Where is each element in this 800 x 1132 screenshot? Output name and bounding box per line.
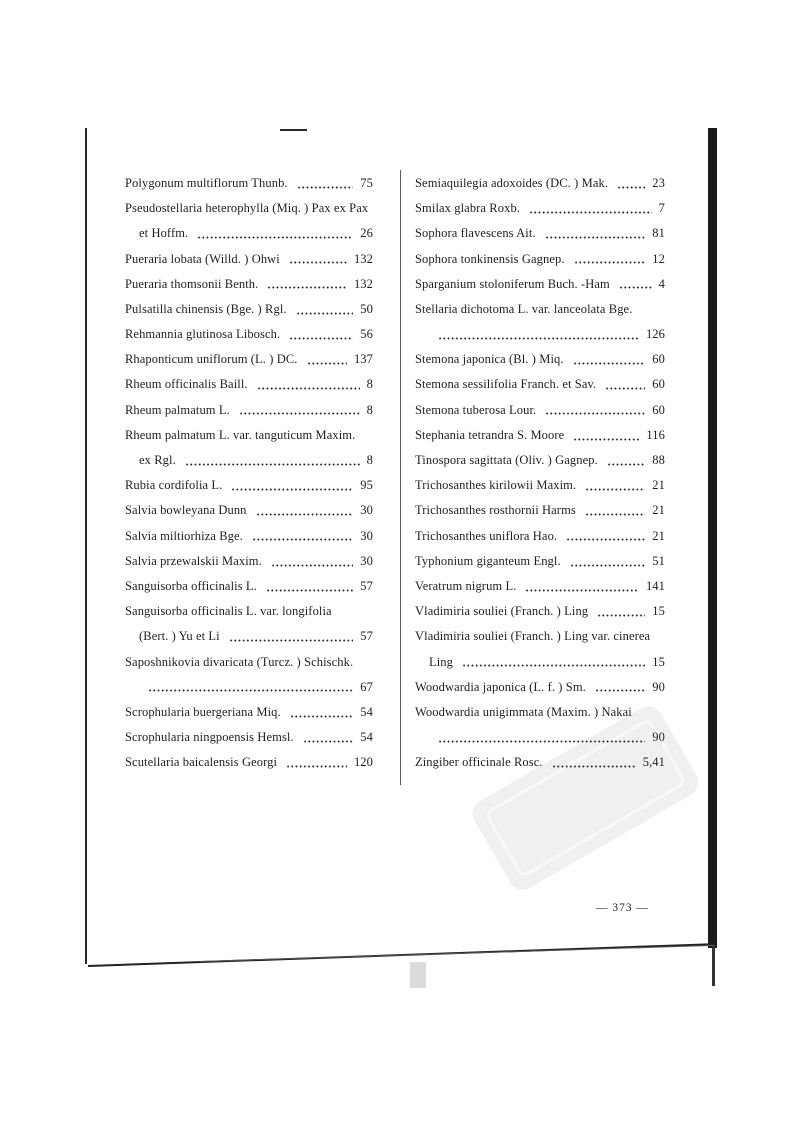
dot-leader [286, 765, 347, 768]
dot-leader [585, 513, 645, 516]
page-reference: 21 [652, 528, 665, 543]
page-reference: 56 [360, 327, 373, 342]
entry-line [125, 650, 373, 675]
species-name: Rehmannia glutinosa Libosch. [125, 327, 281, 342]
index-entry [415, 524, 665, 549]
page-number: — 373 — [596, 902, 649, 914]
entry-line [415, 196, 665, 221]
entry-line [125, 700, 373, 725]
index-entry [125, 347, 373, 372]
page-reference: 30 [360, 553, 373, 568]
species-name: Smilax glabra Roxb. [415, 201, 521, 216]
dot-leader [197, 236, 353, 239]
page-reference: 5,41 [642, 755, 665, 770]
entry-line [125, 171, 373, 196]
page-reference: 23 [652, 175, 665, 190]
entry-line [415, 423, 665, 448]
dot-leader [570, 564, 646, 567]
dot-leader [573, 438, 639, 441]
page-reference: 60 [652, 377, 665, 392]
entry-line [415, 574, 665, 599]
index-entry [125, 599, 373, 649]
page-reference: 81 [652, 226, 665, 241]
page-reference: 50 [360, 301, 373, 316]
dot-leader [271, 564, 353, 567]
dot-leader [607, 463, 645, 466]
species-name: Pueraria lobata (Willd. ) Ohwi [125, 251, 280, 266]
dot-leader [289, 261, 347, 264]
index-entry [415, 347, 665, 372]
entry-line [125, 347, 373, 372]
species-name: Pulsatilla chinensis (Bge. ) Rgl. [125, 301, 287, 316]
dot-leader [438, 337, 639, 340]
page-reference: 126 [645, 327, 665, 342]
page-reference: 67 [360, 679, 373, 694]
entry-line [415, 297, 665, 322]
dot-leader [566, 538, 645, 541]
page-reference: 120 [353, 755, 373, 770]
entry-line [415, 549, 665, 574]
entry-line [125, 574, 373, 599]
species-name: Woodwardia unigimmata (Maxim. ) Nakai [415, 704, 632, 719]
species-name: Trichosanthes kirilowii Maxim. [415, 478, 577, 493]
dot-leader [229, 639, 354, 642]
index-entry [415, 574, 665, 599]
dot-leader [462, 664, 645, 667]
page-reference: 15 [652, 604, 665, 619]
species-name: Salvia bowleyana Dunn [125, 503, 247, 518]
dot-leader [267, 286, 347, 289]
entry-continuation-line [125, 624, 373, 649]
scan-top-mark [280, 129, 307, 131]
index-entry [415, 398, 665, 423]
species-name: Ling [429, 654, 454, 669]
entry-line [415, 373, 665, 398]
page-reference: 21 [652, 478, 665, 493]
entry-line [125, 549, 373, 574]
page-reference: 12 [652, 251, 665, 266]
entry-continuation-line [415, 725, 665, 750]
index-entry [125, 373, 373, 398]
species-name: Stephania tetrandra S. Moore [415, 427, 565, 442]
species-name: Sanguisorba officinalis L. [125, 578, 257, 593]
scan-smudge [410, 962, 426, 988]
species-name: Scrophularia buergeriana Miq. [125, 704, 281, 719]
dot-leader [585, 488, 645, 491]
entry-line [415, 624, 665, 649]
index-column-left [125, 171, 373, 776]
dot-leader [289, 337, 353, 340]
index-entry [125, 725, 373, 750]
page-reference: 60 [652, 352, 665, 367]
dot-leader [256, 513, 354, 516]
entry-line [415, 498, 665, 523]
page-reference: 60 [652, 402, 665, 417]
index-entry [125, 700, 373, 725]
scan-right-edge-bar [708, 128, 717, 948]
page-reference: 21 [652, 503, 665, 518]
dot-leader [545, 236, 646, 239]
index-entry [415, 448, 665, 473]
page-reference: 57 [360, 578, 373, 593]
index-entry [415, 549, 665, 574]
dot-leader [438, 740, 645, 743]
index-entry [125, 750, 373, 775]
species-name: Sophora flavescens Ait. [415, 226, 536, 241]
species-name: ex Rgl. [139, 453, 176, 468]
entry-line [125, 473, 373, 498]
page-reference: 141 [645, 578, 665, 593]
scan-right-edge-tail [712, 946, 715, 986]
species-name: Trichosanthes rosthornii Harms [415, 503, 576, 518]
page-reference: 137 [353, 352, 373, 367]
dot-leader [185, 463, 360, 466]
index-entry [125, 272, 373, 297]
entry-line [415, 700, 665, 725]
entry-line [125, 423, 373, 448]
entry-line [415, 398, 665, 423]
page-reference: 54 [360, 704, 373, 719]
page-reference: 4 [658, 276, 665, 291]
entry-line [125, 398, 373, 423]
index-entry [125, 498, 373, 523]
entry-line [415, 473, 665, 498]
index-entry [415, 373, 665, 398]
entry-continuation-line [415, 650, 665, 675]
dot-leader [545, 412, 645, 415]
dot-leader [552, 765, 636, 768]
index-entry [125, 322, 373, 347]
entry-line [415, 448, 665, 473]
index-entry [125, 297, 373, 322]
entry-line [125, 373, 373, 398]
entry-line [125, 599, 373, 624]
dot-leader [252, 538, 353, 541]
page-reference: 8 [366, 402, 373, 417]
entry-line [415, 524, 665, 549]
index-entry [415, 297, 665, 347]
page-reference: 90 [652, 730, 665, 745]
species-name: Rubia cordifolia L. [125, 478, 223, 493]
species-name: Stellaria dichotoma L. var. lanceolata Bge. [415, 301, 633, 316]
entry-line [415, 599, 665, 624]
dot-leader [573, 362, 646, 365]
index-entry [125, 549, 373, 574]
page-reference: 95 [360, 478, 373, 493]
index-entry [125, 423, 373, 473]
entry-line [125, 297, 373, 322]
index-entry [125, 524, 373, 549]
page-reference: 90 [652, 679, 665, 694]
species-name: Scrophularia ningpoensis Hemsl. [125, 730, 294, 745]
page-reference: 26 [360, 226, 373, 241]
scan-bottom-edge-secondary [200, 945, 715, 962]
page-reference: 132 [353, 251, 373, 266]
entry-line [415, 675, 665, 700]
dot-leader [525, 589, 639, 592]
species-name: Saposhnikovia divaricata (Turcz. ) Schischk. [125, 654, 354, 669]
dot-leader [529, 211, 652, 214]
dot-leader [617, 186, 645, 189]
page-reference: 30 [360, 528, 373, 543]
entry-continuation-line [415, 322, 665, 347]
entry-line [415, 171, 665, 196]
page-reference: 132 [353, 276, 373, 291]
species-name: Salvia miltiorhiza Bge. [125, 528, 243, 543]
page-reference: 75 [360, 175, 373, 190]
species-name: Stemona japonica (Bl. ) Miq. [415, 352, 564, 367]
index-entry [125, 574, 373, 599]
entry-line [125, 750, 373, 775]
dot-leader [296, 312, 354, 315]
species-name: (Bert. ) Yu et Li [139, 629, 220, 644]
index-entry [415, 221, 665, 246]
dot-leader [266, 589, 353, 592]
page-reference: 116 [646, 427, 665, 442]
dot-leader [231, 488, 353, 491]
dot-leader [239, 412, 360, 415]
index-entry [415, 675, 665, 700]
entry-continuation-line [125, 675, 373, 700]
species-name: Polygonum multiflorum Thunb. [125, 175, 288, 190]
entry-line [125, 196, 373, 221]
entry-line [415, 272, 665, 297]
index-entry [125, 247, 373, 272]
entry-line [415, 347, 665, 372]
dot-leader [574, 261, 646, 264]
dot-leader [619, 286, 652, 289]
species-name: Veratrum nigrum L. [415, 578, 517, 593]
dot-leader [290, 715, 354, 718]
dot-leader [257, 387, 360, 390]
species-name: Tinospora sagittata (Oliv. ) Gagnep. [415, 453, 598, 468]
index-entry [415, 473, 665, 498]
index-entry [415, 700, 665, 750]
page-reference: 54 [360, 730, 373, 745]
page-reference: 57 [360, 629, 373, 644]
index-entry [415, 423, 665, 448]
species-name: Salvia przewalskii Maxim. [125, 553, 262, 568]
species-name: Scutellaria baicalensis Georgi [125, 755, 278, 770]
species-name: Rheum palmatum L. var. tanguticum Maxim. [125, 427, 356, 442]
species-name: Stemona sessilifolia Franch. et Sav. [415, 377, 597, 392]
entry-line [415, 221, 665, 246]
species-name: Vladimiria souliei (Franch. ) Ling [415, 604, 589, 619]
entry-line [415, 750, 665, 775]
dot-leader [303, 740, 354, 743]
dot-leader [148, 689, 353, 692]
page-reference: 30 [360, 503, 373, 518]
species-name: Semiaquilegia adoxoides (DC. ) Mak. [415, 175, 609, 190]
species-name: Woodwardia japonica (L. f. ) Sm. [415, 679, 586, 694]
page-reference: 8 [366, 453, 373, 468]
index-entry [415, 750, 665, 775]
page-reference: 51 [652, 553, 665, 568]
species-name: Zingiber officinale Rosc. [415, 755, 543, 770]
index-entry [415, 624, 665, 674]
page-reference: 15 [652, 654, 665, 669]
species-name: Sophora tonkinensis Gagnep. [415, 251, 565, 266]
index-entry [415, 272, 665, 297]
entry-line [125, 498, 373, 523]
species-name: Typhonium giganteum Engl. [415, 553, 561, 568]
dot-leader [605, 387, 645, 390]
entry-continuation-line [125, 221, 373, 246]
dot-leader [297, 186, 354, 189]
index-entry [415, 599, 665, 624]
entry-line [125, 725, 373, 750]
index-entry [125, 473, 373, 498]
entry-continuation-line [125, 448, 373, 473]
species-name: Pueraria thomsonii Benth. [125, 276, 259, 291]
page-reference: 88 [652, 453, 665, 468]
index-entry [125, 171, 373, 196]
index-entry [125, 196, 373, 246]
dot-leader [307, 362, 347, 365]
species-name: et Hoffm. [139, 226, 189, 241]
page-reference: 8 [366, 377, 373, 392]
species-name: Pseudostellaria heterophylla (Miq. ) Pax ex Pax [125, 201, 369, 216]
entry-line [415, 247, 665, 272]
species-name: Sanguisorba officinalis L. var. longifolia [125, 604, 332, 619]
entry-line [125, 322, 373, 347]
dot-leader [595, 689, 645, 692]
entry-line [125, 524, 373, 549]
species-name: Rheum palmatum L. [125, 402, 230, 417]
entry-line [125, 272, 373, 297]
index-entry [125, 650, 373, 700]
page-reference: 7 [658, 201, 665, 216]
species-name: Stemona tuberosa Lour. [415, 402, 537, 417]
index-entry [415, 247, 665, 272]
index-entry [415, 171, 665, 196]
dot-leader [597, 614, 645, 617]
index-entry [415, 498, 665, 523]
species-name: Rheum officinalis Baill. [125, 377, 248, 392]
index-entry [125, 398, 373, 423]
index-entry [415, 196, 665, 221]
species-name: Rhaponticum uniflorum (L. ) DC. [125, 352, 298, 367]
species-name: Trichosanthes uniflora Hao. [415, 528, 558, 543]
entry-line [125, 247, 373, 272]
column-divider [400, 170, 401, 785]
scan-left-edge [85, 128, 87, 964]
species-name: Vladimiria souliei (Franch. ) Ling var. cinerea [415, 629, 651, 644]
index-column-right [415, 171, 665, 776]
species-name: Sparganium stoloniferum Buch. -Ham [415, 276, 610, 291]
